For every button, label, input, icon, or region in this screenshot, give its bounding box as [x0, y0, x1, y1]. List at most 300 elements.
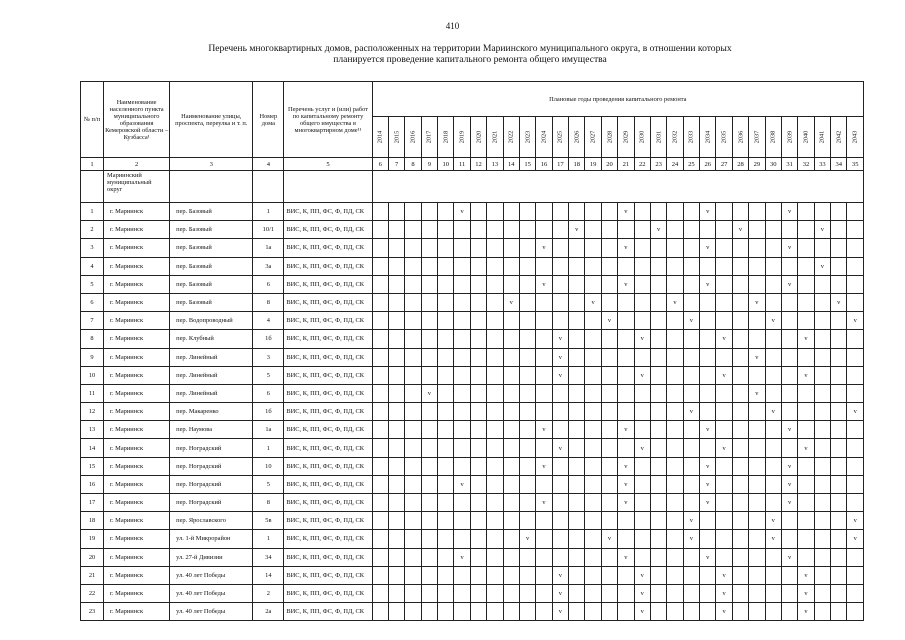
year-cell [700, 584, 716, 602]
year-cell [585, 457, 601, 475]
year-cell [438, 530, 454, 548]
year-cell [814, 421, 830, 439]
repair-mark: v [542, 426, 546, 434]
services-cell: ВИС, К, ПП, ФС, Ф, ПД, СК [284, 221, 372, 239]
year-cell [454, 239, 470, 257]
table-row [81, 548, 864, 566]
year-cell [372, 221, 388, 239]
year-cell [372, 439, 388, 457]
year-cell [421, 203, 437, 221]
year-cell [618, 403, 634, 421]
year-cell [536, 475, 552, 493]
year-cell [536, 512, 552, 530]
year-cell [667, 257, 683, 275]
services-cell: ВИС, К, ПП, ФС, Ф, ПД, СК [284, 512, 372, 530]
year-header [438, 117, 454, 158]
year-cell [388, 366, 404, 384]
column-index: 21 [618, 158, 634, 171]
repair-mark: v [640, 371, 644, 379]
year-cell [831, 475, 847, 493]
year-label: 2042 [835, 130, 843, 144]
year-cell [388, 330, 404, 348]
year-cell [798, 257, 814, 275]
repair-mark: v [804, 371, 808, 379]
year-cell [405, 384, 421, 402]
year-cell [487, 421, 503, 439]
header-house: Номер дома [253, 82, 284, 158]
year-cell [814, 584, 830, 602]
year-cell [749, 421, 765, 439]
year-cell [831, 494, 847, 512]
year-cell [716, 603, 732, 621]
services-cell: ВИС, К, ПП, ФС, Ф, ПД, СК [284, 239, 372, 257]
year-cell [618, 312, 634, 330]
year-cell [650, 512, 666, 530]
year-cell [470, 221, 486, 239]
street-cell: пер. Ноградский [170, 457, 253, 475]
services-cell: ВИС, К, ПП, ФС, Ф, ПД, СК [284, 403, 372, 421]
services-cell: ВИС, К, ПП, ФС, Ф, ПД, СК [284, 603, 372, 621]
year-cell [716, 512, 732, 530]
year-cell [650, 494, 666, 512]
year-cell [683, 366, 699, 384]
street-cell: пер. Базовый [170, 257, 253, 275]
year-cell [700, 494, 716, 512]
year-cell [716, 221, 732, 239]
year-cell [569, 384, 585, 402]
year-cell [749, 403, 765, 421]
year-cell [650, 603, 666, 621]
page-number: 410 [445, 21, 460, 31]
year-cell [552, 512, 568, 530]
year-cell [487, 330, 503, 348]
year-cell [405, 421, 421, 439]
year-cell [683, 239, 699, 257]
year-cell [732, 403, 748, 421]
year-header [732, 117, 748, 158]
year-cell [405, 348, 421, 366]
year-cell [503, 494, 519, 512]
year-cell [798, 312, 814, 330]
house-number-cell: 1 [253, 530, 284, 548]
column-index: 20 [601, 158, 617, 171]
year-cell [732, 257, 748, 275]
year-cell [438, 566, 454, 584]
year-cell [405, 330, 421, 348]
locality-cell: г. Мариинск [104, 512, 170, 530]
year-cell [601, 384, 617, 402]
repair-mark: v [558, 335, 562, 343]
year-cell [847, 312, 864, 330]
year-cell [716, 275, 732, 293]
year-cell [503, 239, 519, 257]
repair-mark: v [722, 444, 726, 452]
column-index: 19 [585, 158, 601, 171]
street-cell: пер. Базовый [170, 203, 253, 221]
year-cell [438, 312, 454, 330]
year-cell [765, 421, 781, 439]
year-cell [650, 348, 666, 366]
year-cell [421, 293, 437, 311]
year-cell [519, 312, 535, 330]
year-cell [454, 330, 470, 348]
year-cell [601, 439, 617, 457]
year-header [519, 117, 535, 158]
house-number-cell: 1б [253, 330, 284, 348]
year-cell [454, 384, 470, 402]
year-cell [487, 494, 503, 512]
repair-mark: v [771, 317, 775, 325]
year-cell [503, 293, 519, 311]
year-cell [683, 312, 699, 330]
year-cell [847, 203, 864, 221]
repair-mark: v [460, 208, 464, 216]
repair-mark: v [755, 389, 759, 397]
year-cell [814, 384, 830, 402]
year-cell [732, 366, 748, 384]
year-cell [618, 239, 634, 257]
year-cell [388, 293, 404, 311]
locality-cell: г. Мариинск [104, 239, 170, 257]
repair-mark: v [820, 262, 824, 270]
year-cell [519, 403, 535, 421]
repair-mark: v [509, 299, 513, 307]
year-label: 2016 [409, 130, 417, 144]
year-cell [503, 384, 519, 402]
year-cell [438, 239, 454, 257]
year-cell [454, 475, 470, 493]
year-cell [634, 421, 650, 439]
year-cell [601, 366, 617, 384]
title-line-2: планируется проведение капитального ремонта общего имущества [333, 54, 607, 65]
year-cell [781, 366, 797, 384]
year-cell [683, 384, 699, 402]
year-cell [503, 312, 519, 330]
year-cell [438, 384, 454, 402]
street-cell: пер. Базовый [170, 275, 253, 293]
year-cell [536, 603, 552, 621]
title-line-1: Перечень многоквартирных домов, расположенных на территории Мариинского муниципального округа, в отношении которых [208, 43, 732, 54]
services-cell: ВИС, К, ПП, ФС, Ф, ПД, СК [284, 257, 372, 275]
year-cell [749, 512, 765, 530]
year-cell [438, 221, 454, 239]
year-cell [732, 203, 748, 221]
year-cell [634, 293, 650, 311]
year-cell [831, 421, 847, 439]
year-cell [454, 584, 470, 602]
year-cell [388, 566, 404, 584]
year-header [847, 117, 864, 158]
year-cell [765, 439, 781, 457]
year-cell [667, 457, 683, 475]
year-cell [667, 239, 683, 257]
repair-mark: v [804, 590, 808, 598]
year-cell [569, 421, 585, 439]
repair-mark: v [820, 226, 824, 234]
table-row [81, 312, 864, 330]
year-cell [749, 603, 765, 621]
year-cell [667, 584, 683, 602]
group-label: Мариинский муниципальный округ [104, 171, 170, 203]
year-cell [667, 384, 683, 402]
services-cell: ВИС, К, ПП, ФС, Ф, ПД, СК [284, 494, 372, 512]
year-cell [847, 257, 864, 275]
year-header [552, 117, 568, 158]
year-cell [814, 512, 830, 530]
year-cell [372, 512, 388, 530]
year-cell [781, 566, 797, 584]
year-cell [421, 603, 437, 621]
header-street: Наименование улицы, проспекта, переулка и т. п. [170, 82, 253, 158]
repair-mark: v [558, 608, 562, 616]
year-cell [781, 530, 797, 548]
year-cell [470, 584, 486, 602]
year-cell [487, 293, 503, 311]
year-cell [519, 221, 535, 239]
year-cell [470, 566, 486, 584]
year-label: 2031 [655, 130, 663, 144]
year-cell [601, 548, 617, 566]
street-cell: пер. Линейный [170, 366, 253, 384]
year-cell [667, 293, 683, 311]
repair-mark: v [804, 444, 808, 452]
year-cell [470, 239, 486, 257]
row-number: 5 [81, 275, 104, 293]
year-cell [536, 439, 552, 457]
repair-mark: v [853, 317, 857, 325]
year-cell [650, 403, 666, 421]
row-number: 8 [81, 330, 104, 348]
year-cell [388, 548, 404, 566]
repair-mark: v [788, 553, 792, 561]
column-index: 34 [831, 158, 847, 171]
year-cell [634, 512, 650, 530]
street-cell: пер. Базовый [170, 239, 253, 257]
year-cell [585, 494, 601, 512]
year-cell [519, 366, 535, 384]
column-index: 4 [253, 158, 284, 171]
year-cell [552, 548, 568, 566]
column-index: 17 [552, 158, 568, 171]
year-cell [585, 439, 601, 457]
year-cell [585, 603, 601, 621]
year-header [683, 117, 699, 158]
year-cell [618, 330, 634, 348]
year-cell [732, 312, 748, 330]
year-cell [732, 457, 748, 475]
year-cell [765, 512, 781, 530]
year-cell [831, 530, 847, 548]
year-cell [519, 421, 535, 439]
year-cell [716, 439, 732, 457]
year-cell [503, 512, 519, 530]
year-cell [552, 293, 568, 311]
row-number: 9 [81, 348, 104, 366]
year-header [814, 117, 830, 158]
repair-mark: v [657, 226, 661, 234]
year-cell [454, 566, 470, 584]
year-cell [683, 421, 699, 439]
year-cell [405, 403, 421, 421]
year-cell [503, 457, 519, 475]
services-cell: ВИС, К, ПП, ФС, Ф, ПД, СК [284, 457, 372, 475]
repair-mark: v [427, 389, 431, 397]
table-row [81, 439, 864, 457]
year-cell [552, 312, 568, 330]
year-cell [831, 221, 847, 239]
year-cell [749, 366, 765, 384]
year-cell [503, 548, 519, 566]
year-cell [732, 239, 748, 257]
table-row [81, 475, 864, 493]
year-cell [847, 221, 864, 239]
year-cell [634, 239, 650, 257]
year-cell [536, 221, 552, 239]
year-cell [585, 530, 601, 548]
column-index: 6 [372, 158, 388, 171]
year-cell [503, 275, 519, 293]
year-cell [552, 566, 568, 584]
year-cell [454, 603, 470, 621]
repair-mark: v [706, 244, 710, 252]
repair-plan-table [80, 81, 864, 621]
year-cell [372, 348, 388, 366]
year-cell [700, 512, 716, 530]
year-cell [749, 293, 765, 311]
house-number-cell: 2 [253, 584, 284, 602]
year-cell [585, 221, 601, 239]
table-row [81, 384, 864, 402]
year-cell [405, 293, 421, 311]
column-index: 25 [683, 158, 699, 171]
year-cell [470, 257, 486, 275]
repair-mark: v [542, 499, 546, 507]
row-number: 1 [81, 203, 104, 221]
repair-mark: v [689, 517, 693, 525]
year-cell [732, 548, 748, 566]
year-cell [552, 475, 568, 493]
year-cell [487, 239, 503, 257]
year-cell [650, 530, 666, 548]
year-cell [421, 421, 437, 439]
year-cell [388, 384, 404, 402]
locality-cell: г. Мариинск [104, 366, 170, 384]
year-cell [798, 348, 814, 366]
house-number-cell: 1а [253, 421, 284, 439]
year-cell [847, 403, 864, 421]
year-cell [716, 312, 732, 330]
year-cell [438, 603, 454, 621]
year-cell [814, 203, 830, 221]
year-cell [798, 457, 814, 475]
year-cell [503, 203, 519, 221]
year-cell [732, 421, 748, 439]
year-cell [847, 584, 864, 602]
year-cell [781, 475, 797, 493]
year-cell [749, 257, 765, 275]
table-row [81, 366, 864, 384]
year-cell [667, 475, 683, 493]
row-number: 10 [81, 366, 104, 384]
year-cell [831, 275, 847, 293]
year-cell [438, 348, 454, 366]
year-cell [552, 530, 568, 548]
repair-mark: v [607, 535, 612, 543]
year-cell [667, 403, 683, 421]
street-cell: пер. Линейный [170, 348, 253, 366]
year-cell [700, 293, 716, 311]
year-cell [438, 512, 454, 530]
year-cell [798, 494, 814, 512]
repair-mark: v [558, 444, 562, 452]
year-cell [552, 439, 568, 457]
year-cell [601, 457, 617, 475]
year-cell [470, 512, 486, 530]
year-cell [716, 494, 732, 512]
table-row [81, 566, 864, 584]
year-cell [749, 348, 765, 366]
year-cell [814, 475, 830, 493]
year-cell [372, 293, 388, 311]
repair-mark: v [558, 353, 562, 361]
year-cell [585, 239, 601, 257]
year-cell [421, 512, 437, 530]
year-cell [650, 548, 666, 566]
column-index: 8 [405, 158, 421, 171]
year-cell [585, 512, 601, 530]
house-number-cell: 8 [253, 494, 284, 512]
house-number-cell: 3а [253, 257, 284, 275]
year-cell [831, 330, 847, 348]
row-number: 4 [81, 257, 104, 275]
year-cell [700, 603, 716, 621]
year-cell [667, 439, 683, 457]
year-cell [487, 221, 503, 239]
year-cell [765, 257, 781, 275]
year-cell [814, 239, 830, 257]
year-cell [765, 312, 781, 330]
header-num: № п/п [81, 82, 104, 158]
year-label: 2025 [556, 130, 564, 144]
year-cell [421, 275, 437, 293]
year-cell [700, 421, 716, 439]
year-cell [569, 312, 585, 330]
year-header [716, 117, 732, 158]
year-cell [716, 330, 732, 348]
year-cell [503, 330, 519, 348]
year-cell [569, 221, 585, 239]
repair-mark: v [771, 517, 775, 525]
year-cell [732, 566, 748, 584]
services-cell: ВИС, К, ПП, ФС, Ф, ПД, СК [284, 275, 372, 293]
year-cell [421, 312, 437, 330]
repair-mark: v [804, 571, 808, 579]
year-cell [749, 530, 765, 548]
street-cell: пер. Базовый [170, 221, 253, 239]
year-cell [470, 312, 486, 330]
table-row [81, 584, 864, 602]
row-number: 13 [81, 421, 104, 439]
year-cell [438, 421, 454, 439]
table-row [81, 275, 864, 293]
year-cell [470, 457, 486, 475]
year-header [650, 117, 666, 158]
year-cell [438, 203, 454, 221]
year-cell [421, 457, 437, 475]
year-cell [765, 403, 781, 421]
year-cell [667, 203, 683, 221]
services-cell: ВИС, К, ПП, ФС, Ф, ПД, СК [284, 203, 372, 221]
